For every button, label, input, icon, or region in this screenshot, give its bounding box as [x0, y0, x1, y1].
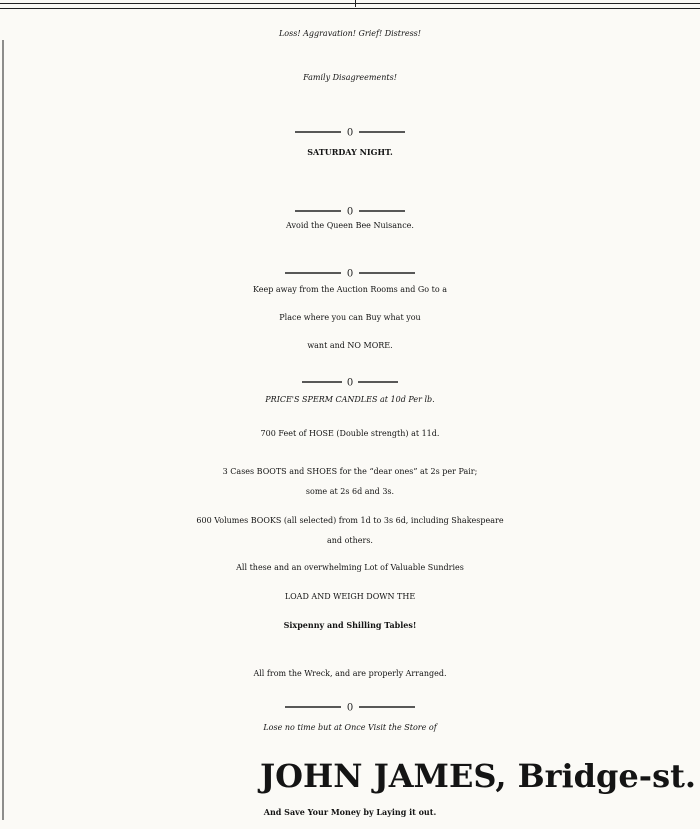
separator-glyph: 0	[346, 702, 354, 712]
tables-headline: Sixpenny and Shilling Tables!	[283, 620, 417, 630]
separator	[0, 127, 700, 137]
hose-line: 700 Feet of HOSE (Double strength) at 11d.	[260, 429, 440, 438]
sundries-line2: LOAD AND WEIGH DOWN THE	[284, 592, 416, 601]
boots-line2: some at 2s 6d and 3s.	[305, 487, 395, 496]
books-line2: and others.	[327, 536, 373, 545]
keep-away-line2: Place where you can Buy what you	[279, 313, 421, 322]
top-rule	[0, 3, 700, 4]
separator	[0, 268, 700, 278]
visit-line: Lose no time but at Once Visit the Store of	[263, 723, 437, 732]
column-tick	[355, 0, 356, 7]
separator-glyph: 0	[346, 206, 354, 216]
boots-line1: 3 Cases BOOTS and SHOES for the “dear ones” at 2s per Pair;	[222, 467, 478, 476]
headline-line2: Family Disagreements!	[303, 73, 397, 82]
candles-line: PRICE'S SPERM CANDLES at 10d Per lb.	[265, 395, 435, 404]
sundries-line1: All these and an overwhelming Lot of Valuable Sundries	[236, 563, 464, 572]
top-rule-inner	[0, 8, 700, 9]
store-name: JOHN JAMES, Bridge-st.	[259, 757, 696, 795]
separator-glyph: 0	[346, 377, 354, 387]
closing-line: And Save Your Money by Laying it out.	[263, 807, 437, 817]
separator	[0, 206, 700, 216]
books-line1: 600 Volumes BOOKS (all selected) from 1d to 3s 6d, including Shakespeare	[196, 516, 504, 525]
saturday-night-heading: SATURDAY NIGHT.	[307, 147, 393, 157]
separator-glyph: 0	[346, 268, 354, 278]
headline-line1: Loss! Aggravation! Grief! Distress!	[278, 29, 421, 38]
avoid-heading: Avoid the Queen Bee Nuisance.	[286, 221, 414, 230]
keep-away-line3: want and NO MORE.	[307, 341, 393, 350]
separator-glyph: 0	[346, 127, 354, 137]
separator	[0, 702, 700, 712]
wreck-note: All from the Wreck, and are properly Arranged.	[253, 669, 447, 678]
keep-away-line1: Keep away from the Auction Rooms and Go to a	[253, 285, 447, 294]
separator	[0, 377, 700, 387]
